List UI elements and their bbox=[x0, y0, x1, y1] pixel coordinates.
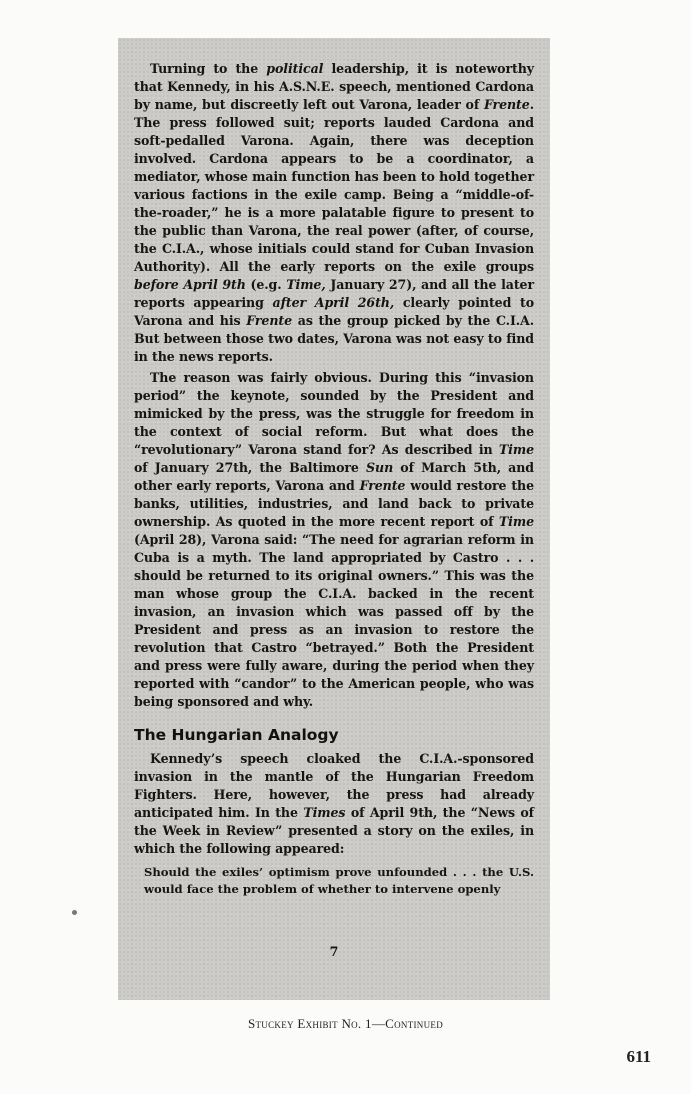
paragraph-reason bbox=[134, 369, 534, 711]
paragraph-hungarian bbox=[134, 750, 534, 858]
exhibit-caption: Stuckey Exhibit No. 1—Continued bbox=[247, 1016, 443, 1031]
italic-run: Frente bbox=[483, 97, 530, 112]
text-run: Kennedy’s speech cloaked the C.I.A.-sponsored invasion in the mantle of the Hungarian Freedom Fighters. Here, however, the press had already anticipated him. In the bbox=[134, 751, 534, 820]
italic-run: political bbox=[266, 61, 324, 76]
italic-run: Time bbox=[498, 442, 534, 457]
margin-speck bbox=[72, 910, 77, 915]
text-run: The reason was fairly obvious. During this “invasion period” the keynote, sounded by the President and mimicked by the press, was the struggle for freedom in the context of social reform. But what does the “revolutionary” Varona stand for? As described in bbox=[134, 370, 534, 457]
article-body bbox=[134, 60, 534, 898]
article-page-number: 7 bbox=[329, 944, 339, 959]
text-run: of March 5th, and other early reports, Varona and bbox=[134, 460, 534, 493]
article-clipping bbox=[118, 38, 550, 1000]
text-run: (e.g. bbox=[245, 277, 287, 292]
italic-run: before April 9th bbox=[134, 277, 246, 292]
italic-run: Time bbox=[498, 514, 534, 529]
italic-run: Sun bbox=[366, 460, 394, 475]
text-run: clearly pointed to Varona and his bbox=[134, 295, 534, 328]
text-run: as the group picked by the C.I.A. But between those two dates, Varona was not easy to find in the news reports. bbox=[134, 313, 534, 364]
section-heading: The Hungarian Analogy bbox=[134, 726, 339, 744]
text-run: . The press followed suit; reports lauded Cardona and soft-pedalled Varona. Again, there was deception involved. Cardona appears to be a coordinator, a mediator, whose main function has been to hold together various factions in the exile camp. Being a “middle-of-the-roader,” he is a more palatable figure to present to the public than Varona, the real power (after, of course, the C.I.A., whose initials could stand for Cuban Invasion Authority). All the early reports on the exile groups bbox=[134, 97, 534, 274]
italic-run: Frente bbox=[246, 313, 293, 328]
hearing-page-number: 611 bbox=[626, 1047, 651, 1066]
text-run: would restore the banks, utilities, industries, and land back to private ownership. As quoted in the more recent report of bbox=[134, 478, 535, 529]
text-run: of January 27th, the Baltimore bbox=[134, 460, 367, 475]
paragraph-political-leadership bbox=[134, 60, 534, 366]
italic-run: Time, bbox=[286, 277, 326, 292]
text-run: (April 28), Varona said: “The need for agrarian reform in Cuba is a myth. The land appropriated by Castro . . . should be returned to its original owners.” This was the man whose group the C.I.A. backed in the recent invasion, an invasion which was passed off by the President and press as an invasion to restore the revolution that Castro “betrayed.” Both the President and press were fully aware, during the period when they reported with “candor” to the American people, who was being sponsored and why. bbox=[134, 532, 534, 709]
italic-run: Frente bbox=[359, 478, 406, 493]
text-run: leadership, it is noteworthy that Kennedy, in his A.S.N.E. speech, mentioned Cardona by name, but discreetly left out Varona, leader of bbox=[134, 61, 534, 112]
italic-run: after April 26th, bbox=[272, 295, 395, 310]
italic-run: Times bbox=[303, 805, 346, 820]
text-run: Turning to the bbox=[150, 61, 267, 76]
text-run: January 27), and all the later reports appearing bbox=[134, 277, 534, 310]
text-run: of April 9th, the “News of the Week in Review” presented a story on the exiles, in which the following appeared: bbox=[134, 805, 534, 856]
block-quote: Should the exiles’ optimism prove unfounded . . . the U.S. would face the problem of whether to intervene openly bbox=[144, 865, 534, 896]
